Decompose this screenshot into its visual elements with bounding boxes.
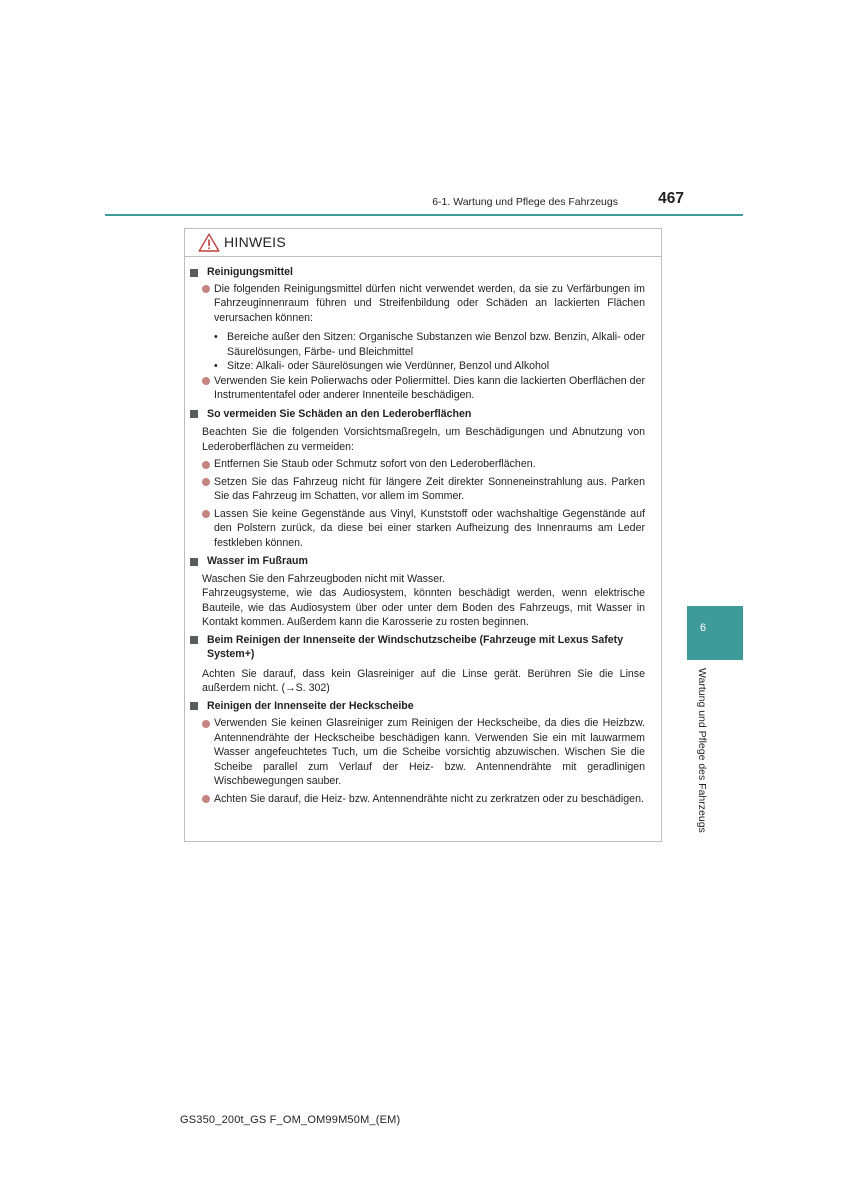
list-item: Die folgenden Reinigungsmittel dürfen nicht verwendet werden, da sie zu Verfärbungen im Fahrzeuginnenraum führen und Streifenbildung oder Schäden an lackierten Flächen verursachen können: bbox=[214, 282, 645, 326]
round-bullet-icon bbox=[202, 377, 210, 385]
block-title: Beim Reinigen der Innenseite der Windschutzscheibe (Fahrzeuge mit Lexus Safety System+) bbox=[190, 633, 645, 662]
notice-body bbox=[185, 265, 661, 806]
block-footwell-water bbox=[185, 554, 661, 630]
round-bullet-icon bbox=[202, 510, 210, 518]
block-title: Reinigen der Innenseite der Heckscheibe bbox=[190, 699, 645, 714]
warning-triangle-icon bbox=[198, 233, 220, 252]
page-header bbox=[0, 0, 848, 220]
paragraph: Achten Sie darauf, dass kein Glasreiniger auf die Linse gerät. Berühren Sie die Linse außerdem nicht. (→S. 302) bbox=[202, 667, 645, 694]
list-item: Lassen Sie keine Gegenstände aus Vinyl, Kunststoff oder wachshaltige Gegenstände auf den Polstern zurück, da diese bei einer starken Aufheizung des Innenraums am Leder festkleben können. bbox=[214, 507, 645, 551]
paragraph: Beachten Sie die folgenden Vorsichtsmaßregeln, um Beschädigungen und Abnutzung von Lederoberflächen zu vermeiden: bbox=[202, 426, 645, 453]
list-item: Verwenden Sie kein Polierwachs oder Poliermittel. Dies kann die lackierten Oberflächen der Instrumententafel oder anderer Innenteile beschädigen. bbox=[214, 374, 645, 403]
square-bullet-icon bbox=[190, 702, 198, 710]
document-code: GS350_200t_GS F_OM_OM99M50M_(EM) bbox=[180, 1114, 401, 1126]
chapter-tab bbox=[687, 606, 743, 660]
dot-marker-icon: • bbox=[214, 360, 218, 372]
round-bullet-icon bbox=[202, 720, 210, 728]
chapter-side-title: Wartung und Pflege des Fahrzeugs bbox=[696, 668, 708, 833]
sub-list-item: • Bereiche außer den Sitzen: Organische Substanzen wie Benzol bzw. Benzin, Alkali- oder Säurelösungen, Färbe- und Bleichmittel bbox=[214, 331, 645, 358]
block-title: Wasser im Fußraum bbox=[190, 554, 645, 569]
list-item: Entfernen Sie Staub oder Schmutz sofort von den Lederoberflächen. bbox=[214, 457, 645, 472]
square-bullet-icon bbox=[190, 636, 198, 644]
chapter-number: 6 bbox=[700, 622, 707, 634]
block-cleaning-agents bbox=[185, 265, 661, 403]
square-bullet-icon bbox=[190, 558, 198, 566]
round-bullet-icon bbox=[202, 461, 210, 469]
dot-marker-icon: • bbox=[214, 331, 218, 343]
round-bullet-icon bbox=[202, 285, 210, 293]
round-bullet-icon bbox=[202, 478, 210, 486]
header-rule bbox=[105, 214, 743, 216]
block-leather bbox=[185, 407, 661, 551]
notice-box bbox=[184, 228, 662, 842]
sub-list-item: • Sitze: Alkali- oder Säurelösungen wie Verdünner, Benzol und Alkohol bbox=[214, 360, 550, 372]
notice-title: HINWEIS bbox=[224, 234, 286, 250]
square-bullet-icon bbox=[190, 410, 198, 418]
paragraph: Waschen Sie den Fahrzeugboden nicht mit Wasser. bbox=[202, 572, 445, 585]
page-number: 467 bbox=[658, 190, 684, 207]
block-rear-window bbox=[185, 699, 661, 807]
round-bullet-icon bbox=[202, 795, 210, 803]
section-title: 6-1. Wartung und Pflege des Fahrzeugs bbox=[432, 196, 618, 208]
notice-header bbox=[185, 229, 661, 257]
block-title: Reinigungsmittel bbox=[190, 265, 645, 280]
block-windshield bbox=[185, 633, 661, 696]
list-item: Setzen Sie das Fahrzeug nicht für längere Zeit direkter Sonneneinstrahlung aus. Parken Sie das Fahrzeug im Schatten, vor allem im Sommer. bbox=[214, 475, 645, 504]
square-bullet-icon bbox=[190, 269, 198, 277]
block-title: So vermeiden Sie Schäden an den Lederoberflächen bbox=[190, 407, 645, 422]
paragraph: Fahrzeugsysteme, wie das Audiosystem, könnten beschädigt werden, wenn elektrische Bauteile, wie das Audiosystem über oder unter dem Boden des Fahrzeugs, mit Wasser in Kontakt kommen. Außerdem kann die Karosserie zu rosten beginnen. bbox=[202, 587, 645, 628]
list-item: Verwenden Sie keinen Glasreiniger zum Reinigen der Heckscheibe, da dies die Heizbzw. Antennendrähte der Heckscheibe beschädigen kann. Verwenden Sie ein mit lauwarmem Wasser angefeuchtetes Tuch, um die Scheibe vorsichtig abzuwischen. Wischen Sie die Scheibe parallel zum Verlauf der Heiz- bzw. Antennendrähte mit geradlinigen Wischbewegungen sauber. bbox=[214, 716, 645, 789]
list-item: Achten Sie darauf, die Heiz- bzw. Antennendrähte nicht zu zerkratzen oder zu beschädigen. bbox=[214, 792, 645, 807]
